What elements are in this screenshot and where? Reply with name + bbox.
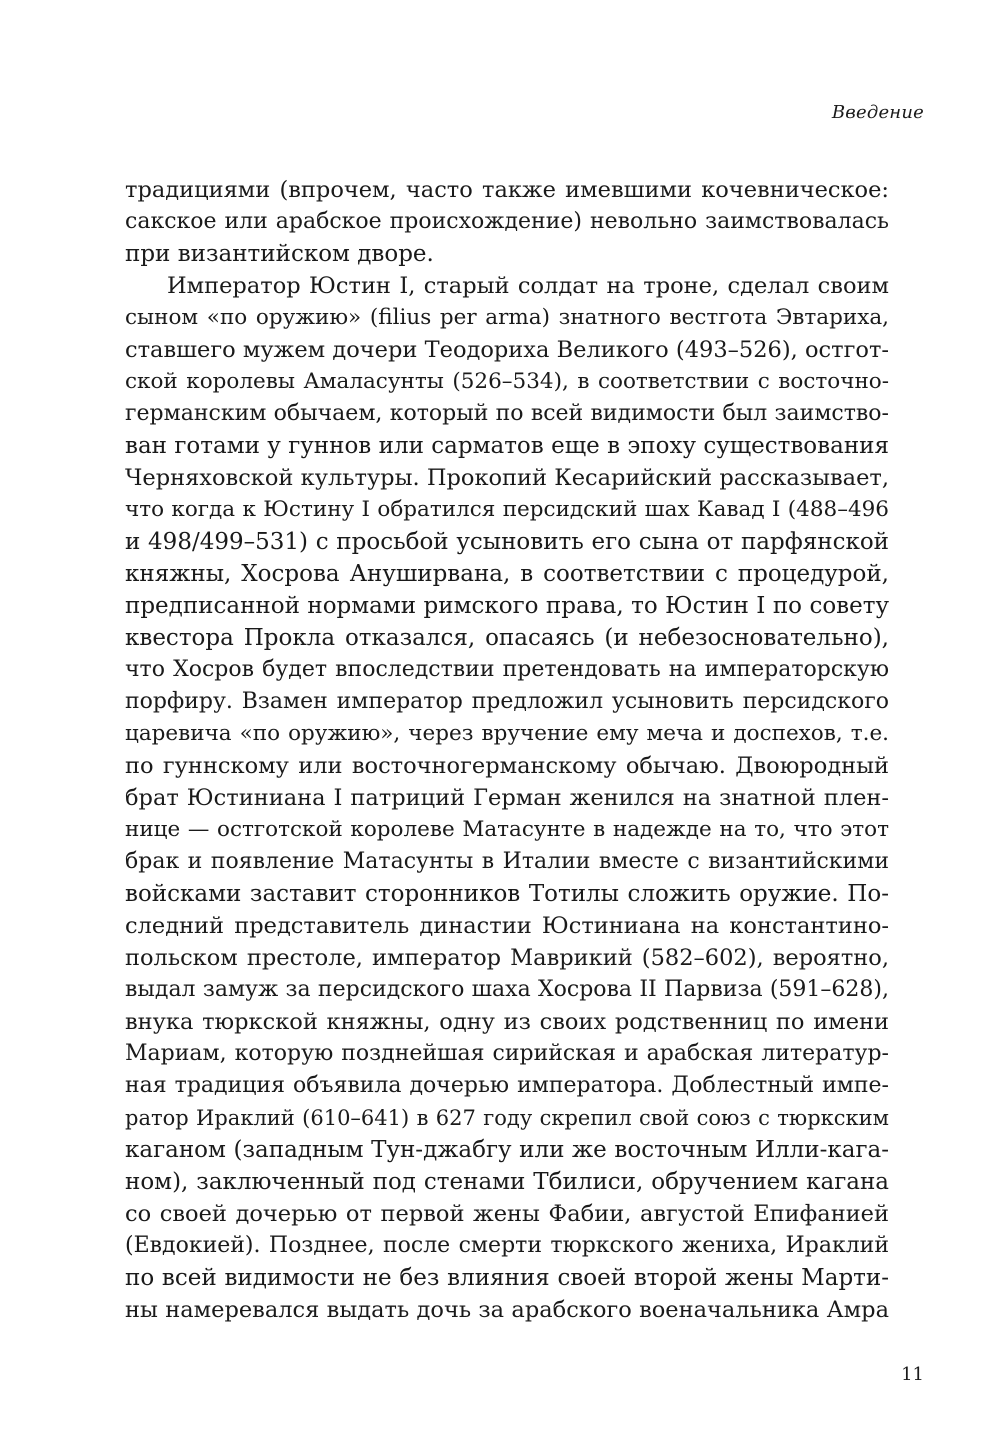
text-line: ван готами у гуннов или сарматов еще в эпоху существования [125,433,889,459]
text-line: княжны, Хосрова Ануширвана, в соответствии с процедурой, [125,561,889,587]
text-line: нице — остготской королеве Матасунте в надежде на то, что этот [125,817,889,842]
text-line: ской королевы Амаласунты (526–534), в соответствии с восточно- [125,369,889,394]
page-number: 11 [901,1364,924,1385]
running-title: Введение [831,102,924,123]
text-line: при византийском дворе. [125,241,434,267]
text-line: сакское или арабское происхождение) невольно заимствовалась [125,209,889,234]
text-line: выдал замуж за персидского шаха Хосрова II Парвиза (591–628), [125,977,889,1002]
text-line: брак и появление Матасунты в Италии вместе с византийскими [125,849,889,874]
text-line: по гуннскому или восточногерманскому обычаю. Двоюродный [125,753,889,779]
text-line: Мариам, которую позднейшая сирийская и арабская литератур- [125,1041,889,1066]
text-line: ны намеревался выдать дочь за арабского военачальника Амра [125,1297,889,1323]
text-line: квестора Прокла отказался, опасаясь (и небезосновательно), [125,625,889,651]
text-line: ставшего мужем дочери Теодориха Великого (493–526), остгот- [125,337,889,363]
text-line: внука тюркской княжны, одну из своих родственниц по имени [125,1009,889,1035]
text-line: традициями (впрочем, часто также имевшими кочевническое: [125,177,889,203]
text-line: царевича «по оружию», через вручение ему меча и доспехов, т.е. [125,721,889,746]
text-line: предписанной нормами римского права, то Юстин I по совету [125,593,889,619]
text-line: и 498/499–531) с просьбой усыновить его сына от парфянской [125,529,889,555]
text-line: германским обычаем, который по всей видимости был заимство- [125,401,889,426]
text-line: ратор Ираклий (610–641) в 627 году скрепил свой союз с тюркским [125,1106,889,1130]
text-line: брат Юстиниана I патриций Герман женился на знатной плен- [125,785,889,811]
text-line: следний представитель династии Юстиниана на константино- [125,913,889,939]
text-line: войсками заставит сторонников Тотилы сложить оружие. По- [125,881,889,907]
text-line: сыном «по оружию» (filius per arma) знатного вестгота Эвтариха, [125,305,889,330]
text-line: что когда к Юстину I обратился персидский шах Кавад I (488–496 [125,497,889,522]
text-line: Император Юстин I, старый солдат на троне, сделал своим [167,273,889,299]
text-line: ная традиция объявила дочерью императора. Доблестный импе- [125,1073,889,1098]
text-line: порфиру. Взамен император предложил усыновить персидского [125,689,889,714]
text-line: Черняховской культуры. Прокопий Кесарийский рассказывает, [125,465,889,491]
text-line: ном), заключенный под стенами Тбилиси, обручением кагана [125,1169,889,1195]
text-line: по всей видимости не без влияния своей второй жены Марти- [125,1265,889,1291]
text-line: со своей дочерью от первой жены Фабии, августой Епифанией [125,1201,889,1227]
text-line: польском престоле, император Маврикий (582–602), вероятно, [125,945,889,971]
text-line: (Евдокией). Позднее, после смерти тюркского жениха, Ираклий [125,1233,889,1258]
text-line: что Хосров будет впоследствии претендовать на императорскую [125,657,889,682]
body-text [125,174,889,1326]
text-line: каганом (западным Тун-джабгу или же восточным Илли-кага- [125,1137,889,1163]
